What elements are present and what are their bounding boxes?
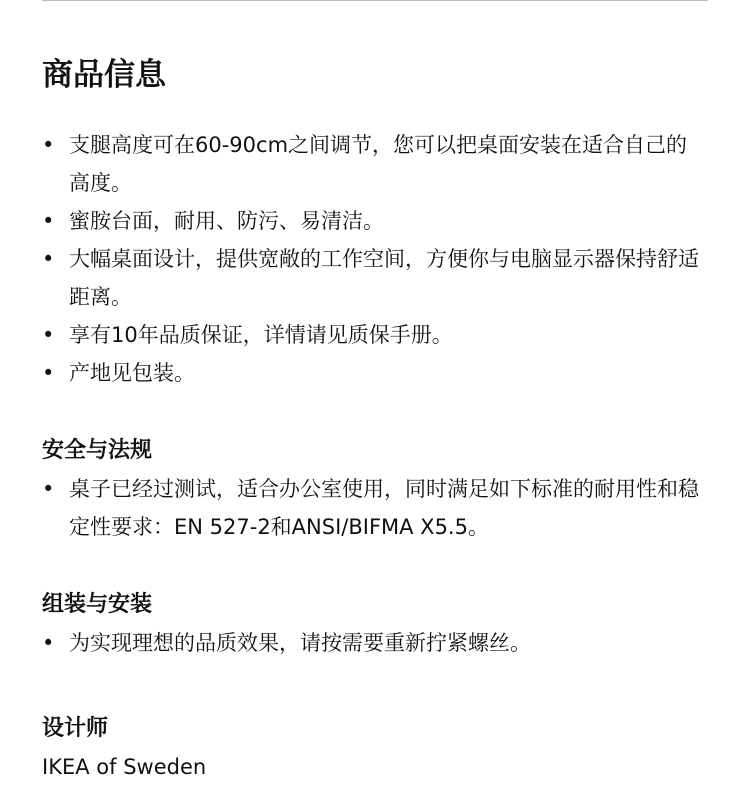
product-details: [42, 48, 708, 786]
safety-title: 安全与法规: [42, 438, 153, 463]
list-item-text: 为实现理想的品质效果，请按需要重新拧紧螺丝。: [69, 631, 531, 655]
list-item-text: 大幅桌面设计，提供宽敞的工作空间，方便你与电脑显示器保持舒适距离。: [69, 247, 699, 309]
bullet: •: [42, 323, 55, 347]
assembly-list: [42, 624, 708, 662]
bullet: •: [42, 209, 55, 233]
list-item-text: 支腿高度可在60-90cm之间调节，您可以把桌面安装在适合自己的高度。: [69, 133, 688, 195]
list-item-text: 产地见包装。: [69, 361, 195, 385]
list-item: [42, 240, 708, 316]
list-item-text: 桌子已经过测试，适合办公室使用，同时满足如下标准的耐用性和稳定性要求：EN 527-2和ANSI/BIFMA X5.5。: [69, 477, 699, 539]
bullet: •: [42, 631, 55, 655]
bullet: •: [42, 361, 55, 385]
list-item: [42, 126, 708, 202]
bullet: •: [42, 477, 55, 501]
designer-title: 设计师: [42, 716, 109, 741]
list-item: [42, 470, 708, 546]
designer-section: [42, 710, 708, 786]
bullet: •: [42, 133, 55, 157]
bullet: •: [42, 247, 55, 271]
product-info-list: [42, 126, 708, 392]
assembly-section: [42, 586, 708, 662]
list-item-text: 享有10年品质保证，详情请见质保手册。: [69, 323, 453, 347]
assembly-title: 组装与安装: [42, 592, 153, 617]
list-item: [42, 202, 708, 240]
page-title: 商品信息: [42, 57, 166, 93]
designer-name: IKEA of Sweden: [42, 755, 207, 779]
list-item-text: 蜜胺台面，耐用、防污、易清洁。: [69, 209, 384, 233]
list-item: [42, 316, 708, 354]
top-divider: [42, 0, 708, 1]
safety-list: [42, 470, 708, 546]
list-item: [42, 624, 708, 662]
safety-section: [42, 432, 708, 546]
list-item: [42, 354, 708, 392]
